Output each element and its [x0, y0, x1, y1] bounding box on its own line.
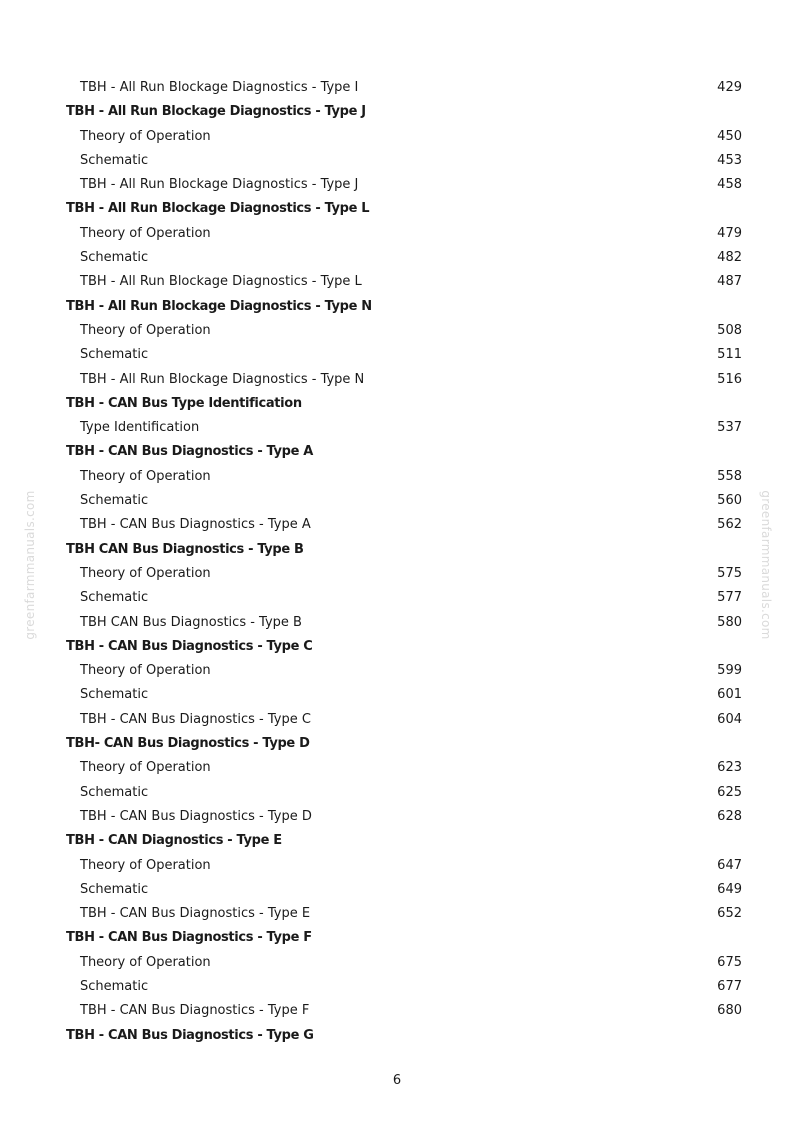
toc-entry-label: TBH - All Run Blockage Diagnostics - Type N: [66, 298, 372, 314]
toc-entry-label: TBH - All Run Blockage Diagnostics - Type I: [80, 80, 359, 95]
toc-entry-page-number: 601: [717, 687, 742, 703]
toc-entry-label: Theory of Operation: [80, 128, 211, 144]
toc-entry[interactable]: [0, 878, 794, 902]
toc-section-heading[interactable]: [0, 732, 794, 756]
toc-section-heading[interactable]: [0, 1024, 794, 1048]
toc-entry-page-number: 649: [717, 881, 742, 897]
toc-entry-label: TBH - CAN Bus Diagnostics - Type F: [80, 1003, 310, 1019]
toc-entry[interactable]: [0, 465, 794, 489]
toc-entry[interactable]: [0, 319, 794, 343]
toc-entry-label: Type Identification: [80, 420, 200, 436]
toc-entry-page-number: 487: [717, 274, 742, 290]
toc-entry-page-number: 458: [717, 177, 742, 193]
toc-entry[interactable]: [0, 659, 794, 683]
toc-section-heading[interactable]: [0, 197, 794, 221]
toc-entry[interactable]: [0, 343, 794, 367]
toc-entry-label: TBH - CAN Bus Diagnostics - Type A: [80, 517, 311, 533]
toc-entry[interactable]: [0, 805, 794, 829]
toc-entry-label: Theory of Operation: [80, 663, 211, 679]
toc-entry-page-number: 580: [717, 614, 742, 630]
toc-entry-page-number: 575: [717, 565, 742, 581]
toc-entry-label: TBH - All Run Blockage Diagnostics - Type N: [80, 371, 365, 387]
toc-section-heading[interactable]: [0, 392, 794, 416]
toc-entry-label: TBH CAN Bus Diagnostics - Type B: [80, 614, 302, 630]
toc-entry-label: Schematic: [80, 152, 149, 168]
toc-entry-label: Theory of Operation: [80, 225, 211, 241]
toc-entry-label: TBH - CAN Bus Diagnostics - Type G: [66, 1027, 314, 1043]
toc-entry-page-number: 647: [717, 857, 742, 873]
toc-entry-page-number: 508: [717, 322, 742, 338]
toc-entry[interactable]: [0, 951, 794, 975]
toc-section-heading[interactable]: [0, 538, 794, 562]
toc-entry-page-number: 429: [717, 80, 742, 95]
toc-entry-label: Theory of Operation: [80, 565, 211, 581]
toc-entry[interactable]: [0, 975, 794, 999]
toc-entry-label: Schematic: [80, 687, 149, 703]
toc-entry-page-number: 562: [717, 517, 742, 533]
toc-entry-label: Schematic: [80, 881, 149, 897]
toc-entry-page-number: 604: [717, 711, 742, 727]
toc-entry-page-number: 599: [717, 663, 742, 679]
toc-entry-label: Theory of Operation: [80, 760, 211, 776]
toc-entry-page-number: 482: [717, 250, 742, 266]
toc-entry-page-number: 677: [717, 978, 742, 994]
toc-entry-label: TBH - CAN Bus Diagnostics - Type A: [66, 444, 313, 460]
toc-entry-page-number: 625: [717, 784, 742, 800]
toc-entry-label: TBH - CAN Bus Diagnostics - Type C: [66, 638, 313, 654]
toc-section-heading[interactable]: [0, 100, 794, 124]
toc-entry-page-number: 558: [717, 468, 742, 484]
toc-entry[interactable]: [0, 416, 794, 440]
toc-entry-page-number: 680: [717, 1003, 742, 1019]
toc-entry[interactable]: [0, 222, 794, 246]
toc-entry-label: TBH - CAN Bus Diagnostics - Type D: [80, 808, 312, 824]
toc-entry-label: Theory of Operation: [80, 954, 211, 970]
toc-entry[interactable]: [0, 368, 794, 392]
toc-entry-page-number: 453: [717, 152, 742, 168]
toc-entry-page-number: 537: [717, 420, 742, 436]
toc-entry-label: Theory of Operation: [80, 857, 211, 873]
toc-entry-label: TBH CAN Bus Diagnostics - Type B: [66, 541, 304, 557]
toc-entry-page-number: 652: [717, 906, 742, 922]
toc-entry-label: Theory of Operation: [80, 468, 211, 484]
toc-entry[interactable]: [0, 562, 794, 586]
toc-entry[interactable]: [0, 76, 794, 100]
toc-entry[interactable]: [0, 513, 794, 537]
toc-entry-label: TBH - CAN Bus Type Identification: [66, 395, 302, 411]
toc-entry[interactable]: [0, 708, 794, 732]
toc-entry-page-number: 479: [717, 225, 742, 241]
toc-entry[interactable]: [0, 781, 794, 805]
toc-entry-page-number: 560: [717, 493, 742, 509]
toc-section-heading[interactable]: [0, 926, 794, 950]
toc-entry-label: TBH - CAN Bus Diagnostics - Type E: [80, 906, 311, 922]
toc-section-heading[interactable]: [0, 440, 794, 464]
toc-entry[interactable]: [0, 586, 794, 610]
toc-entry[interactable]: [0, 246, 794, 270]
toc-entry-label: Schematic: [80, 347, 149, 363]
toc-entry[interactable]: [0, 611, 794, 635]
toc-entry[interactable]: [0, 173, 794, 197]
page-number: 6: [392, 1073, 402, 1088]
toc-section-heading[interactable]: [0, 829, 794, 853]
toc-entry-page-number: 577: [717, 590, 742, 606]
watermark-left: greenfarmmanuals.com: [23, 490, 37, 640]
toc-entry[interactable]: [0, 999, 794, 1023]
toc-entry[interactable]: [0, 489, 794, 513]
toc-entry[interactable]: [0, 756, 794, 780]
toc-entry[interactable]: [0, 270, 794, 294]
toc-entry-page-number: 628: [717, 808, 742, 824]
toc-entry-label: TBH - CAN Bus Diagnostics - Type C: [80, 711, 311, 727]
toc-entry[interactable]: [0, 149, 794, 173]
toc-entry-page-number: 511: [717, 347, 742, 363]
toc-entry-label: TBH - CAN Diagnostics - Type E: [66, 833, 282, 849]
toc-entry[interactable]: [0, 854, 794, 878]
toc-entry-label: TBH - All Run Blockage Diagnostics - Type J: [80, 177, 359, 193]
toc-entry-label: Schematic: [80, 590, 149, 606]
toc-entry-label: TBH - All Run Blockage Diagnostics - Type L: [66, 201, 370, 217]
toc-entry-label: TBH- CAN Bus Diagnostics - Type D: [66, 736, 310, 752]
toc-entry-page-number: 516: [717, 371, 742, 387]
table-of-contents: [0, 76, 794, 1048]
toc-entry-page-number: 623: [717, 760, 742, 776]
toc-entry-page-number: 675: [717, 954, 742, 970]
toc-entry-label: Schematic: [80, 493, 149, 509]
toc-entry-label: Schematic: [80, 784, 149, 800]
toc-entry[interactable]: [0, 902, 794, 926]
toc-entry-label: Schematic: [80, 978, 149, 994]
toc-section-heading[interactable]: [0, 295, 794, 319]
toc-section-heading[interactable]: [0, 635, 794, 659]
toc-entry-label: TBH - CAN Bus Diagnostics - Type F: [66, 930, 312, 946]
toc-entry-page-number: 450: [717, 128, 742, 144]
watermark-right: greenfarmmanuals.com: [759, 490, 773, 640]
toc-entry-label: Theory of Operation: [80, 322, 211, 338]
toc-entry[interactable]: [0, 683, 794, 707]
toc-entry-label: Schematic: [80, 250, 149, 266]
toc-entry[interactable]: [0, 125, 794, 149]
toc-entry-label: TBH - All Run Blockage Diagnostics - Type J: [66, 104, 366, 120]
toc-entry-label: TBH - All Run Blockage Diagnostics - Type L: [80, 274, 362, 290]
